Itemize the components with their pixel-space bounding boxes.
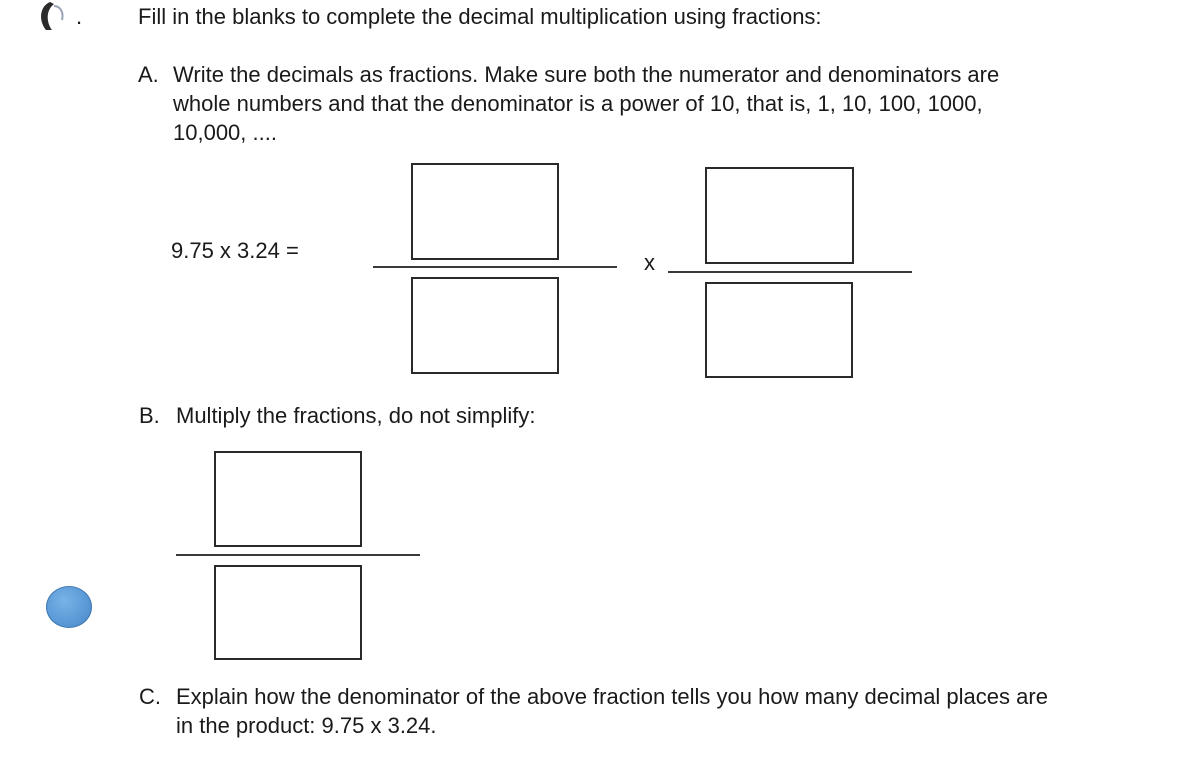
fraction-1-numerator-box[interactable] bbox=[411, 163, 559, 260]
part-b-text: Multiply the fractions, do not simplify: bbox=[176, 403, 536, 428]
fraction-2-numerator-box[interactable] bbox=[705, 167, 854, 264]
product-numerator-box[interactable] bbox=[214, 451, 362, 547]
part-a-line-2: whole numbers and that the denominator is a power of 10, that is, 1, 10, 100, 1000, bbox=[173, 91, 983, 116]
part-b-label: B. bbox=[139, 403, 160, 428]
part-c-line-1: Explain how the denominator of the above fraction tells you how many decimal places are bbox=[176, 684, 1048, 709]
fraction-2-bar bbox=[668, 271, 912, 273]
instruction-heading: Fill in the blanks to complete the decimal multiplication using fractions: bbox=[138, 4, 822, 29]
fraction-1-bar bbox=[373, 266, 617, 268]
fraction-2-denominator-box[interactable] bbox=[705, 282, 853, 378]
fraction-1-denominator-box[interactable] bbox=[411, 277, 559, 374]
part-a-label: A. bbox=[138, 62, 159, 87]
equation-left-side: 9.75 x 3.24 = bbox=[171, 238, 299, 263]
product-denominator-box[interactable] bbox=[214, 565, 362, 660]
part-c-label: C. bbox=[139, 684, 161, 709]
question-number: . bbox=[76, 4, 83, 29]
product-fraction-bar bbox=[176, 554, 420, 556]
scan-artifact-icon bbox=[38, 0, 72, 30]
times-symbol: x bbox=[644, 250, 655, 275]
blue-dot-marker bbox=[46, 586, 92, 628]
part-a-line-3: 10,000, .... bbox=[173, 120, 277, 145]
part-a-line-1: Write the decimals as fractions. Make sure both the numerator and denominators are bbox=[173, 62, 1000, 87]
part-c-line-2: in the product: 9.75 x 3.24. bbox=[176, 713, 437, 738]
